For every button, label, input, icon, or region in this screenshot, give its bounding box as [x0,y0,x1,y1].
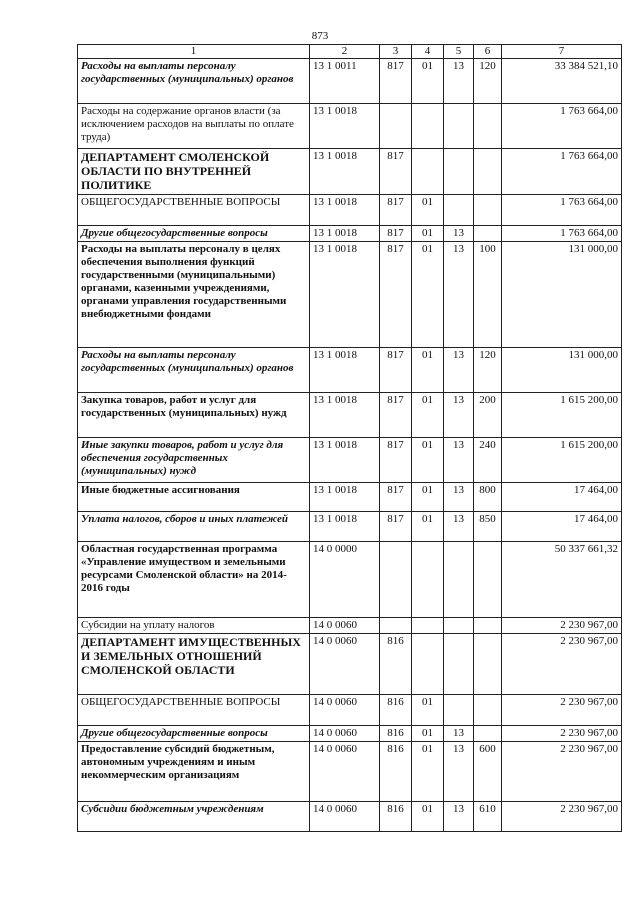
row-ministry-code: 816 [380,802,412,832]
row-subsection: 13 [444,512,474,542]
row-section: 01 [412,802,444,832]
row-ministry-code: 816 [380,726,412,742]
row-subsection [444,542,474,618]
header-row [78,45,622,59]
row-code: 13 1 0018 [310,195,380,226]
row-amount: 2 230 967,00 [502,742,622,802]
row-ministry-code [380,618,412,634]
row-code: 13 1 0018 [310,512,380,542]
row-expense-type [474,542,502,618]
row-section: 01 [412,195,444,226]
row-section: 01 [412,695,444,726]
table-row [78,695,622,726]
row-ministry-code: 817 [380,348,412,393]
header-cell: 4 [412,45,444,59]
row-subsection: 13 [444,483,474,512]
row-expense-type [474,104,502,149]
row-name: Расходы на выплаты персоналу государственных (муниципальных) органов [78,59,310,104]
row-section: 01 [412,242,444,348]
row-amount: 2 230 967,00 [502,695,622,726]
table-row [78,242,622,348]
row-section [412,104,444,149]
row-code: 13 1 0018 [310,348,380,393]
row-name: Иные бюджетные ассигнования [78,483,310,512]
row-section: 01 [412,59,444,104]
row-name: ДЕПАРТАМЕНТ СМОЛЕНСКОЙ ОБЛАСТИ ПО ВНУТРЕННЕЙ ПОЛИТИКЕ [78,149,310,195]
row-amount: 1 763 664,00 [502,195,622,226]
table-row [78,726,622,742]
row-subsection [444,634,474,695]
header-cell: 6 [474,45,502,59]
budget-table [77,44,622,832]
row-ministry-code: 816 [380,695,412,726]
table-row [78,483,622,512]
row-expense-type [474,618,502,634]
row-expense-type [474,695,502,726]
header-cell: 3 [380,45,412,59]
table-row [78,802,622,832]
row-ministry-code: 816 [380,634,412,695]
row-expense-type [474,634,502,695]
row-name: Субсидии бюджетным учреждениям [78,802,310,832]
row-section [412,634,444,695]
row-code: 14 0 0060 [310,695,380,726]
table-row [78,618,622,634]
row-code: 13 1 0018 [310,483,380,512]
row-name: Расходы на выплаты персоналу в целях обеспечения выполнения функций государственными (муниципальными) органами, казенными учреждениями, органами управления государственными внебюджетными фондами [78,242,310,348]
row-name: Другие общегосударственные вопросы [78,726,310,742]
row-subsection [444,618,474,634]
row-ministry-code: 817 [380,242,412,348]
table-row [78,149,622,195]
table-row [78,542,622,618]
row-name: Другие общегосударственные вопросы [78,226,310,242]
row-expense-type: 800 [474,483,502,512]
row-amount: 131 000,00 [502,348,622,393]
row-expense-type: 610 [474,802,502,832]
row-name: Расходы на выплаты персоналу государственных (муниципальных) органов [78,348,310,393]
table-row [78,348,622,393]
row-subsection [444,195,474,226]
row-amount: 131 000,00 [502,242,622,348]
row-expense-type: 600 [474,742,502,802]
row-subsection: 13 [444,742,474,802]
row-code: 14 0 0060 [310,802,380,832]
row-subsection: 13 [444,438,474,483]
row-expense-type [474,195,502,226]
row-expense-type [474,149,502,195]
header-cell: 1 [78,45,310,59]
row-expense-type: 850 [474,512,502,542]
row-subsection [444,149,474,195]
row-subsection: 13 [444,59,474,104]
row-name: Предоставление субсидий бюджетным, автономным учреждениям и иным некоммерческим организациям [78,742,310,802]
row-expense-type: 100 [474,242,502,348]
table-row [78,393,622,438]
row-amount: 1 763 664,00 [502,226,622,242]
row-section: 01 [412,483,444,512]
row-code: 13 1 0018 [310,438,380,483]
row-amount: 1 763 664,00 [502,149,622,195]
table-row [78,742,622,802]
row-subsection [444,104,474,149]
row-subsection: 13 [444,226,474,242]
header-cell: 7 [502,45,622,59]
row-ministry-code: 817 [380,512,412,542]
row-name: Уплата налогов, сборов и иных платежей [78,512,310,542]
row-name: Иные закупки товаров, работ и услуг для обеспечения государственных (муниципальных) нужд [78,438,310,483]
row-amount: 17 464,00 [502,512,622,542]
row-subsection: 13 [444,348,474,393]
row-amount: 1 615 200,00 [502,393,622,438]
table-row [78,226,622,242]
row-amount: 17 464,00 [502,483,622,512]
row-ministry-code: 817 [380,226,412,242]
row-expense-type: 240 [474,438,502,483]
row-name: Закупка товаров, работ и услуг для государственных (муниципальных) нужд [78,393,310,438]
row-ministry-code [380,542,412,618]
table-row [78,512,622,542]
row-ministry-code: 817 [380,393,412,438]
row-name: ОБЩЕГОСУДАРСТВЕННЫЕ ВОПРОСЫ [78,195,310,226]
row-code: 13 1 0018 [310,226,380,242]
row-section: 01 [412,226,444,242]
row-subsection: 13 [444,726,474,742]
row-ministry-code: 817 [380,438,412,483]
row-expense-type [474,726,502,742]
row-amount: 33 384 521,10 [502,59,622,104]
row-section: 01 [412,393,444,438]
row-code: 14 0 0060 [310,618,380,634]
row-section: 01 [412,348,444,393]
row-amount: 2 230 967,00 [502,802,622,832]
row-subsection: 13 [444,242,474,348]
row-expense-type: 120 [474,59,502,104]
row-section [412,618,444,634]
row-code: 13 1 0018 [310,104,380,149]
table-row [78,438,622,483]
row-name: Субсидии на уплату налогов [78,618,310,634]
row-section: 01 [412,512,444,542]
row-name: ОБЩЕГОСУДАРСТВЕННЫЕ ВОПРОСЫ [78,695,310,726]
row-ministry-code: 817 [380,59,412,104]
row-subsection: 13 [444,393,474,438]
header-cell: 2 [310,45,380,59]
row-code: 14 0 0000 [310,542,380,618]
row-section: 01 [412,726,444,742]
page-number: 873 [311,30,329,42]
row-amount: 50 337 661,32 [502,542,622,618]
row-code: 13 1 0011 [310,59,380,104]
row-ministry-code: 816 [380,742,412,802]
row-name: Областная государственная программа «Управление имуществом и земельными ресурсами Смоленской области» на 2014-2016 годы [78,542,310,618]
row-expense-type [474,226,502,242]
row-section [412,542,444,618]
row-code: 13 1 0018 [310,149,380,195]
row-subsection: 13 [444,802,474,832]
table-row [78,634,622,695]
row-name: Расходы на содержание органов власти (за исключением расходов на выплаты по оплате труда) [78,104,310,149]
row-amount: 2 230 967,00 [502,634,622,695]
row-code: 14 0 0060 [310,742,380,802]
row-code: 14 0 0060 [310,634,380,695]
row-code: 14 0 0060 [310,726,380,742]
row-code: 13 1 0018 [310,242,380,348]
row-ministry-code: 817 [380,483,412,512]
row-expense-type: 120 [474,348,502,393]
row-ministry-code [380,104,412,149]
row-expense-type: 200 [474,393,502,438]
row-name: ДЕПАРТАМЕНТ ИМУЩЕСТВЕННЫХ И ЗЕМЕЛЬНЫХ ОТНОШЕНИЙ СМОЛЕНСКОЙ ОБЛАСТИ [78,634,310,695]
row-code: 13 1 0018 [310,393,380,438]
row-ministry-code: 817 [380,149,412,195]
row-amount: 1 763 664,00 [502,104,622,149]
row-subsection [444,695,474,726]
table-row [78,195,622,226]
row-section [412,149,444,195]
header-cell: 5 [444,45,474,59]
row-amount: 2 230 967,00 [502,726,622,742]
row-ministry-code: 817 [380,195,412,226]
row-section: 01 [412,742,444,802]
row-amount: 1 615 200,00 [502,438,622,483]
table-row [78,59,622,104]
row-amount: 2 230 967,00 [502,618,622,634]
table-row [78,104,622,149]
row-section: 01 [412,438,444,483]
